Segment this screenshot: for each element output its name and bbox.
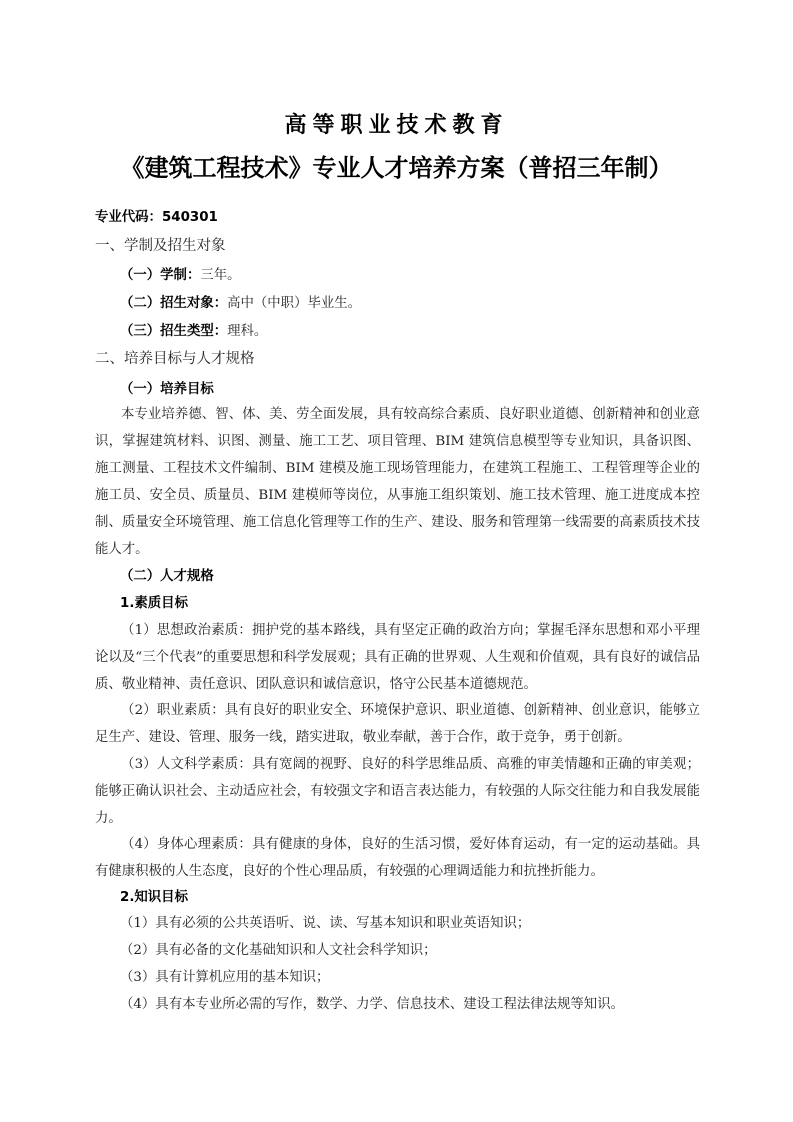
quality-item: （1）思想政治素质：拥护党的基本路线，具有坚定正确的政治方向；掌握毛泽东思想和邓小平理论以及“三个代表”的重要思想和科学发展观；具有正确的世界观、人生观和价值观，具有良好的诚信品质、敬业精神、责任意识、团队意识和诚信意识，恪守公民基本道德规范。	[95, 623, 700, 693]
quality-item: （4）身体心理素质：具有健康的身体，良好的生活习惯，爱好体育运动，有一定的运动基础。具有健康积极的人生态度，良好的个性心理品质，有较强的心理调适能力和抗挫折能力。	[95, 837, 700, 880]
quality-item: （3）人文科学素质：具有宽阔的视野、良好的科学思维品质、高雅的审美情趣和正确的审美观；能够正确认识社会、主动适应社会，有较强文字和语言表达能力，有较强的人际交往能力和自我发展能力。	[95, 757, 700, 827]
document-title-institution: 高等职业技术教育	[284, 113, 509, 138]
knowledge-item: （1）具有必须的公共英语听、说、读、写基本知识和职业英语知识；	[120, 916, 531, 931]
training-goal-heading: （一）培养目标	[120, 382, 214, 397]
knowledge-goal-heading: 2.知识目标	[120, 890, 188, 905]
item-value: 理科。	[227, 324, 268, 339]
quality-goal-heading: 1.素质目标	[120, 596, 188, 611]
section1-item-duration	[120, 262, 725, 289]
major-code	[95, 204, 700, 231]
knowledge-item: （2）具有必备的文化基础知识和人文社会科学知识；	[120, 943, 437, 958]
item-value: 三年。	[200, 268, 241, 283]
quality-item: （2）职业素质：具有良好的职业安全、环境保护意识、职业道德、创新精神、创业意识，能够立足生产、建设、管理、服务一线，踏实进取，敬业奉献，善于合作，敢于竞争，勇于创新。	[95, 703, 700, 746]
section1-heading: 一、学制及招生对象	[95, 238, 226, 254]
training-goal-paragraph: 本专业培养德、智、体、美、劳全面发展，具有较高综合素质、良好职业道德、创新精神和创业意识，掌握建筑材料、识图、测量、施工工艺、项目管理、BIM 建筑信息模型等专业知识，具备识图、施工测量、工程技术文件编制、BIM 建模及施工现场管理能力，在建筑工程施工、工程管理等企业的施工员、安全员、质量员、BIM 建模师等岗位，从事施工组织策划、施工技术管理、施工进度成本控制、质量安全环境管理、施工信息化管理等工作的生产、建设、服务和管理第一线需要的高素质技术技能人才。	[95, 407, 700, 558]
knowledge-item: （3）具有计算机应用的基本知识；	[120, 970, 330, 985]
section1-item-type	[120, 318, 725, 345]
section1-item-target	[120, 290, 725, 317]
item-label: （三）招生类型：	[120, 324, 228, 339]
knowledge-item: （4）具有本专业所必需的写作，数学、力学、信息技术、建设工程法律法规等知识。	[120, 997, 624, 1012]
item-value: 高中（中职）毕业生。	[227, 296, 362, 311]
section2-heading: 二、培养目标与人才规格	[95, 351, 255, 367]
item-label: （一）学制：	[120, 268, 201, 283]
major-code-value: 540301	[161, 210, 218, 225]
item-label: （二）招生对象：	[120, 296, 228, 311]
talent-spec-heading: （二）人才规格	[120, 569, 214, 584]
major-code-label: 专业代码：	[95, 210, 162, 225]
document-title-program: 《建筑工程技术》专业人才培养方案（普招三年制）	[120, 153, 673, 182]
